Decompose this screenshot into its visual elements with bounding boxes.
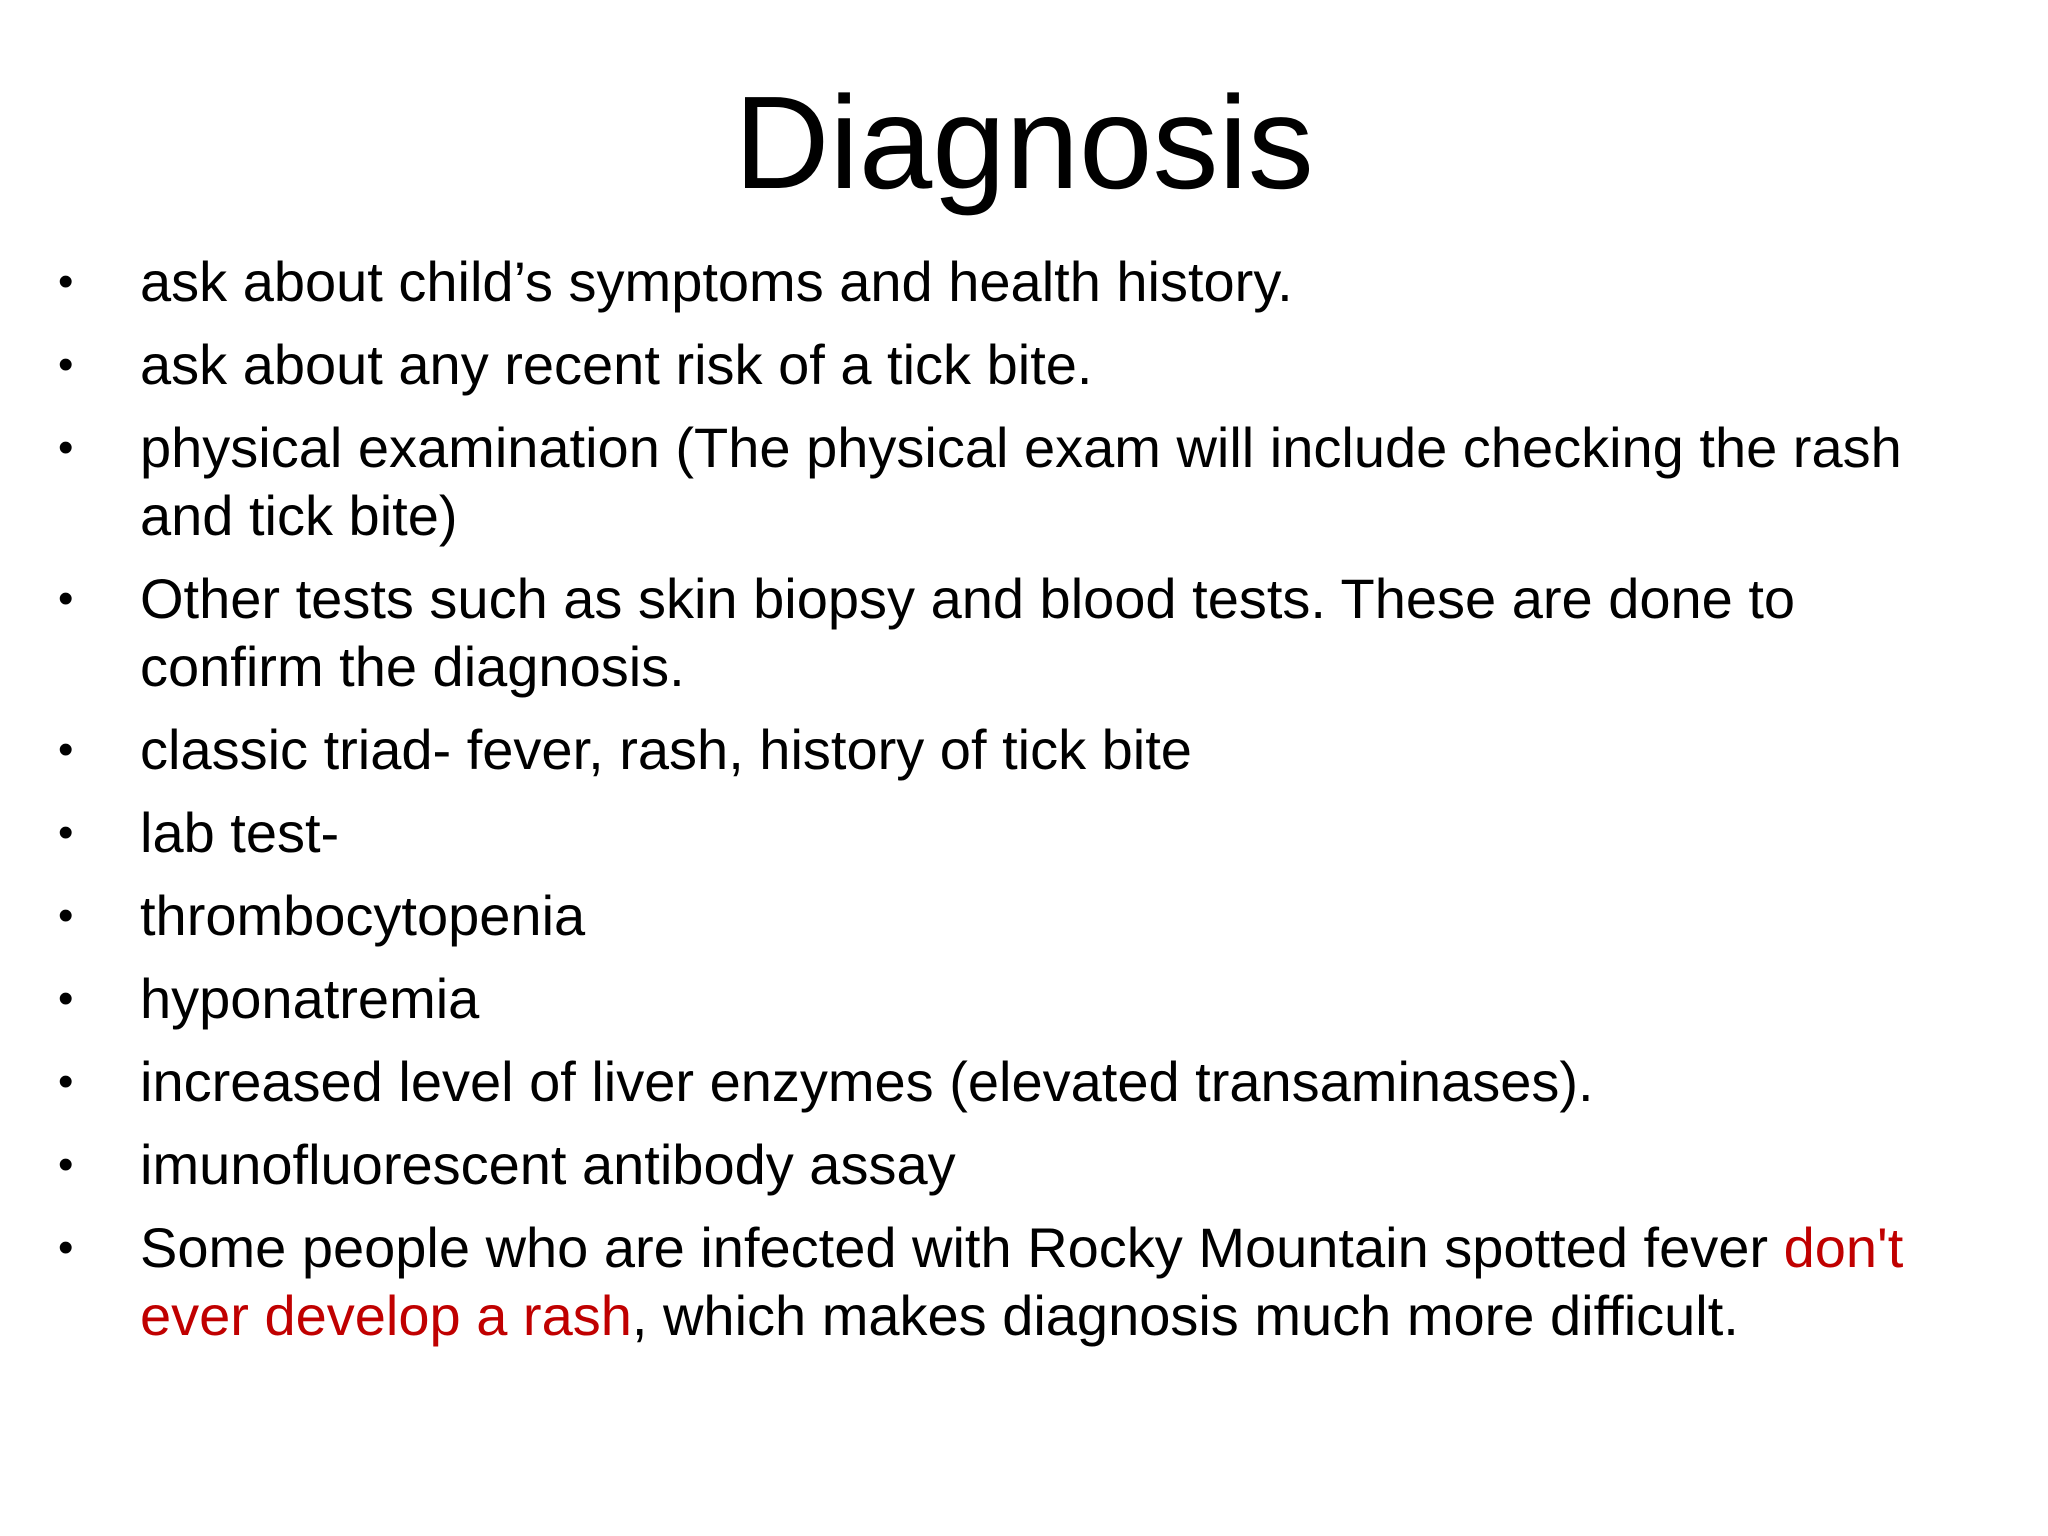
bullet-icon: • (58, 808, 74, 857)
bullet-icon: • (58, 974, 74, 1023)
bullet-text: ask about any recent risk of a tick bite. (140, 333, 1093, 396)
bullet-list (0, 248, 2048, 1365)
bullet-icon: • (58, 340, 74, 389)
bullet-text: physical examination (The physical exam will include checking the rash and tick bite) (140, 416, 1902, 547)
bullet-icon: • (58, 891, 74, 940)
bullet-text: lab test- (140, 801, 340, 864)
bullet-icon: • (58, 423, 74, 472)
bullet-icon: • (58, 1057, 74, 1106)
bullet-text: thrombocytopenia (140, 884, 586, 947)
bullet-item (0, 414, 2048, 550)
bullet-text: ask about child’s symptoms and health history. (140, 250, 1293, 313)
bullet-item (0, 965, 2048, 1033)
bullet-item (0, 799, 2048, 867)
bullet-item (0, 1048, 2048, 1116)
bullet-text: imunofluorescent antibody assay (140, 1133, 956, 1196)
bullet-item (0, 565, 2048, 701)
bullet-text: classic triad- fever, rash, history of tick bite (140, 718, 1192, 781)
bullet-item-rash-note (0, 1214, 2048, 1350)
rash-note-text-end: , which makes diagnosis much more difficult. (631, 1284, 1739, 1347)
bullet-text: Other tests such as skin biopsy and blood tests. These are done to confirm the diagnosis. (140, 567, 1796, 698)
bullet-text (140, 1216, 1903, 1347)
bullet-icon: • (58, 257, 74, 306)
bullet-item (0, 1131, 2048, 1199)
bullet-text: hyponatremia (140, 967, 480, 1030)
bullet-item (0, 248, 2048, 316)
rash-note-text: Some people who are infected with Rocky Mountain spotted fever (140, 1216, 1784, 1279)
bullet-icon: • (58, 1140, 74, 1189)
bullet-icon: • (58, 725, 74, 774)
bullet-item (0, 331, 2048, 399)
rash-note-highlight: don't ever develop a rash (140, 1216, 1904, 1347)
bullet-text: increased level of liver enzymes (elevated transaminases). (140, 1050, 1594, 1113)
bullet-icon: • (58, 574, 74, 623)
bullet-item (0, 882, 2048, 950)
bullet-icon: • (58, 1223, 74, 1272)
slide-title: Diagnosis (734, 69, 1314, 216)
bullet-item (0, 716, 2048, 784)
